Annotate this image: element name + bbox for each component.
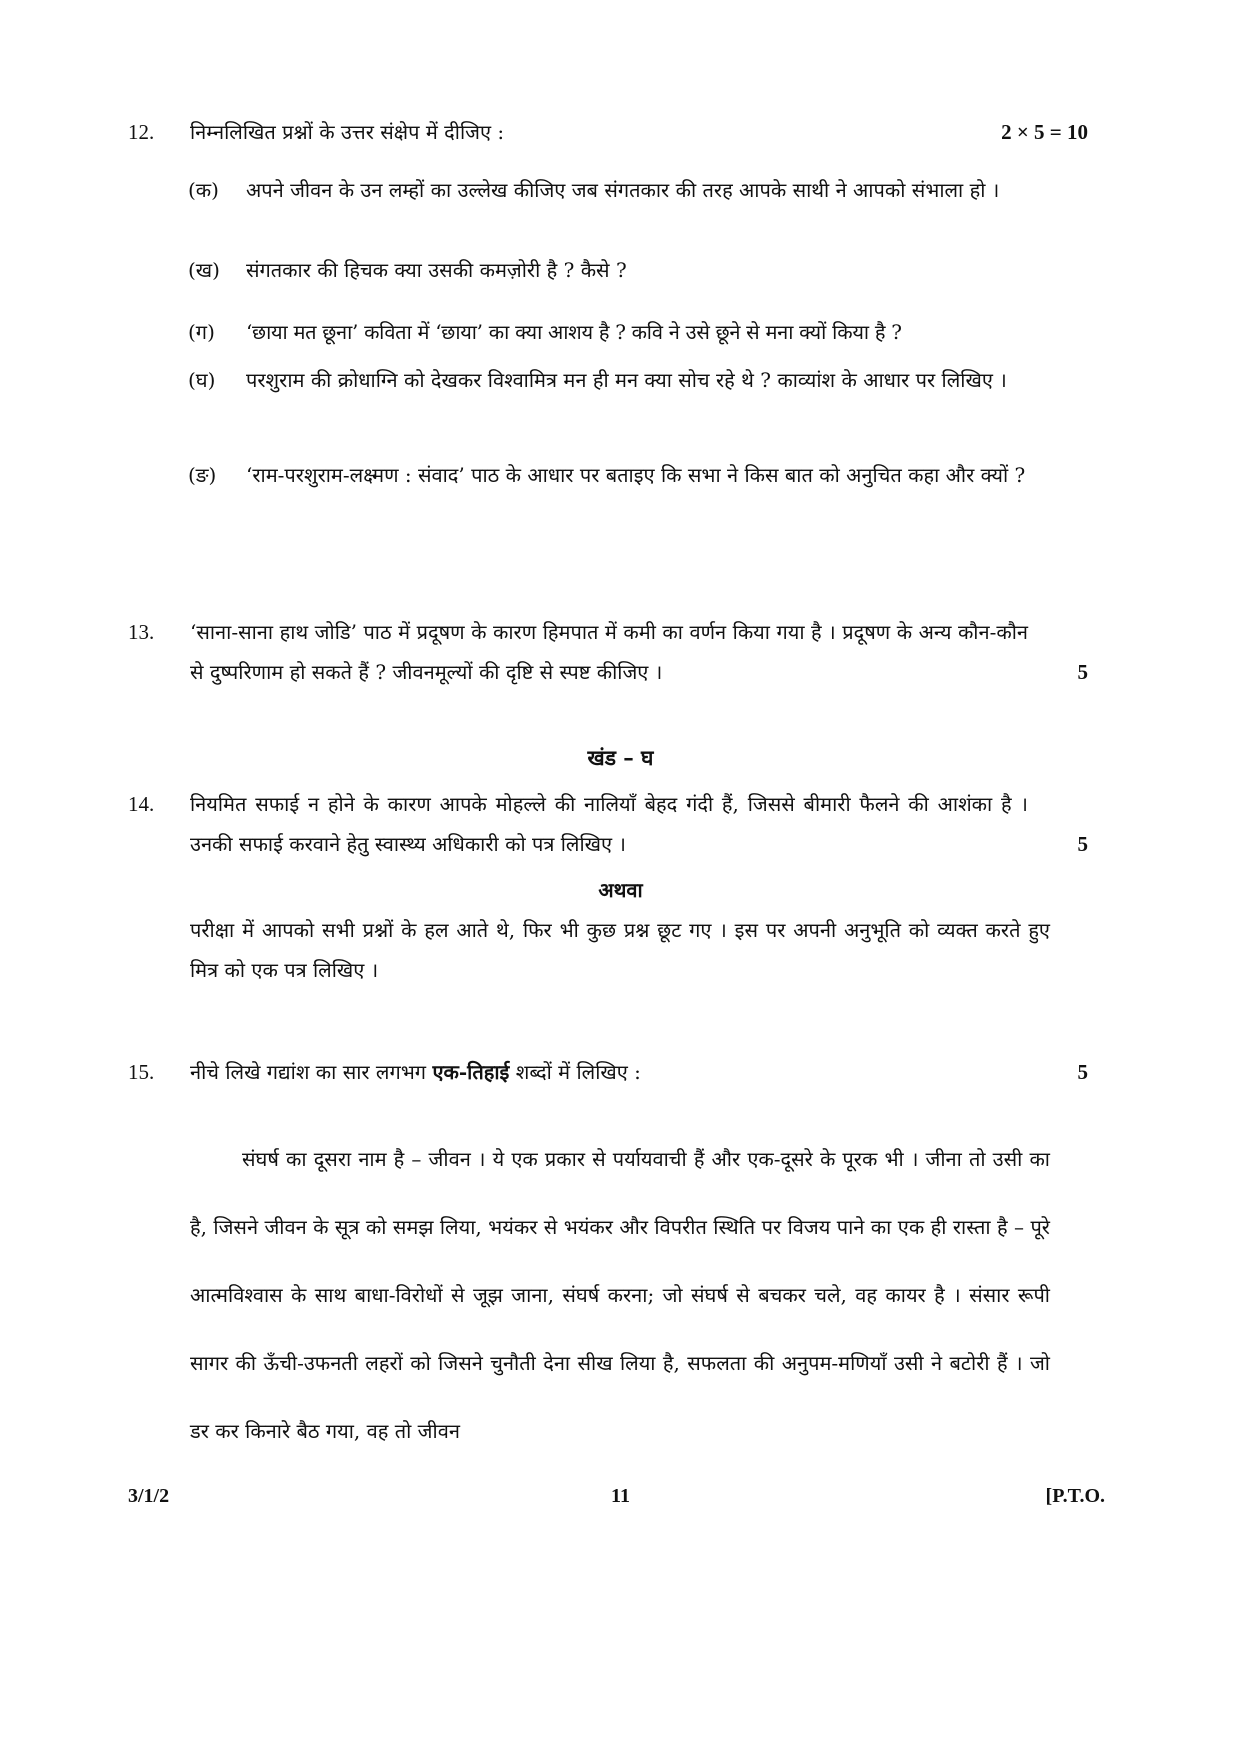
sub-question-kha [188, 250, 1048, 290]
sub-text: अपने जीवन के उन लम्हों का उल्लेख कीजिए जब संगतकार की तरह आपके साथी ने आपको संभाला हो । [246, 178, 1000, 202]
prose-passage: संघर्ष का दूसरा नाम है – जीवन । ये एक प्रकार से पर्यायवाची हैं और एक-दूसरे के पूरक भी । जीना तो उसी का है, जिसने जीवन के सूत्र को समझ लिया, भयंकर से भयंकर और विपरीत स्थिति पर विजय पाने का एक ही रास्ता है – पूरे आत्मविश्वास के साथ बाधा-विरोधों से जूझ जाना, संघर्ष करना; जो संघर्ष से बचकर चले, वह कायर है । संसार रूपी सागर की ऊँची-उफनती लहरों को जिसने चुनौती देना सीख लिया है, सफलता की अनुपम-मणियाँ उसी ने बटोरी हैं । जो डर कर किनारे बैठ गया, वह तो जीवन [190, 1147, 1050, 1443]
question-marks: 5 [1077, 1060, 1088, 1084]
sub-question-ga [188, 312, 1048, 352]
sub-question-nga [188, 455, 1048, 535]
sub-text: परशुराम की क्रोधाग्नि को देखकर विश्वामित्र मन ही मन क्या सोच रहे थे ? काव्यांश के आधार पर लिखिए । [246, 368, 1007, 392]
question-14 [128, 784, 1088, 864]
question-text: ‘साना-साना हाथ जोडि’ पाठ में प्रदूषण के कारण हिमपात में कमी का वर्णन किया गया है । प्रदूषण के अन्य कौन-कौन से दुष्परिणाम हो सकते हैं ? जीवनमूल्यों की दृष्टि से स्पष्ट कीजिए । [190, 620, 1028, 684]
sub-text: ‘राम-परशुराम-लक्ष्मण : संवाद’ पाठ के आधार पर बताइए कि सभा ने किस बात को अनुचित कहा और क्यों ? [246, 463, 1026, 487]
question-text [190, 1052, 1028, 1092]
pto-label: [P.T.O. [1045, 1485, 1105, 1507]
sub-label: (ङ) [188, 463, 217, 487]
sub-label: (ख) [188, 258, 220, 282]
question-text: नियमित सफाई न होने के कारण आपके मोहल्ले की नालियाँ बेहद गंदी हैं, जिससे बीमारी फैलने की आशंका है । उनकी सफाई करवाने हेतु स्वास्थ्य अधिकारी को पत्र लिखिए । [190, 792, 1028, 856]
sub-text: ‘छाया मत छूना’ कविता में ‘छाया’ का क्या आशय है ? कवि ने उसे छूने से मना क्यों किया है ? [246, 320, 902, 344]
question-12 [128, 112, 1088, 152]
question-number: 14. [128, 792, 155, 816]
sub-label: (घ) [188, 368, 216, 392]
question-15 [128, 1052, 1088, 1092]
question-text-part: शब्दों में लिखिए : [509, 1060, 641, 1084]
question-text: निम्नलिखित प्रश्नों के उत्तर संक्षेप में दीजिए : [190, 120, 505, 144]
sub-label: (ग) [188, 320, 215, 344]
question-text-part: नीचे लिखे गद्यांश का सार लगभग [190, 1060, 433, 1084]
question-marks: 2 × 5 = 10 [1001, 120, 1088, 144]
paper-code: 3/1/2 [128, 1485, 170, 1507]
question-number: 12. [128, 120, 155, 144]
question-number: 15. [128, 1060, 155, 1084]
page-number: 11 [611, 1485, 630, 1507]
sub-question-ka [188, 170, 1048, 250]
question-text-emphasis: एक-तिहाई [432, 1060, 510, 1084]
section-heading: खंड – घ [587, 745, 654, 770]
sub-question-gha [188, 360, 1048, 440]
sub-text: संगतकार की हिचक क्या उसकी कमज़ोरी है ? कैसे ? [246, 258, 627, 282]
question-marks: 5 [1077, 660, 1088, 684]
question-marks: 5 [1077, 832, 1088, 856]
sub-label: (क) [188, 178, 219, 202]
question-number: 13. [128, 620, 155, 644]
or-label: अथवा [598, 878, 643, 902]
question-13 [128, 612, 1088, 692]
alternative-question-text: परीक्षा में आपको सभी प्रश्नों के हल आते थे, फिर भी कुछ प्रश्न छूट गए । इस पर अपनी अनुभूति को व्यक्त करते हुए मित्र को एक पत्र लिखिए । [190, 918, 1050, 982]
